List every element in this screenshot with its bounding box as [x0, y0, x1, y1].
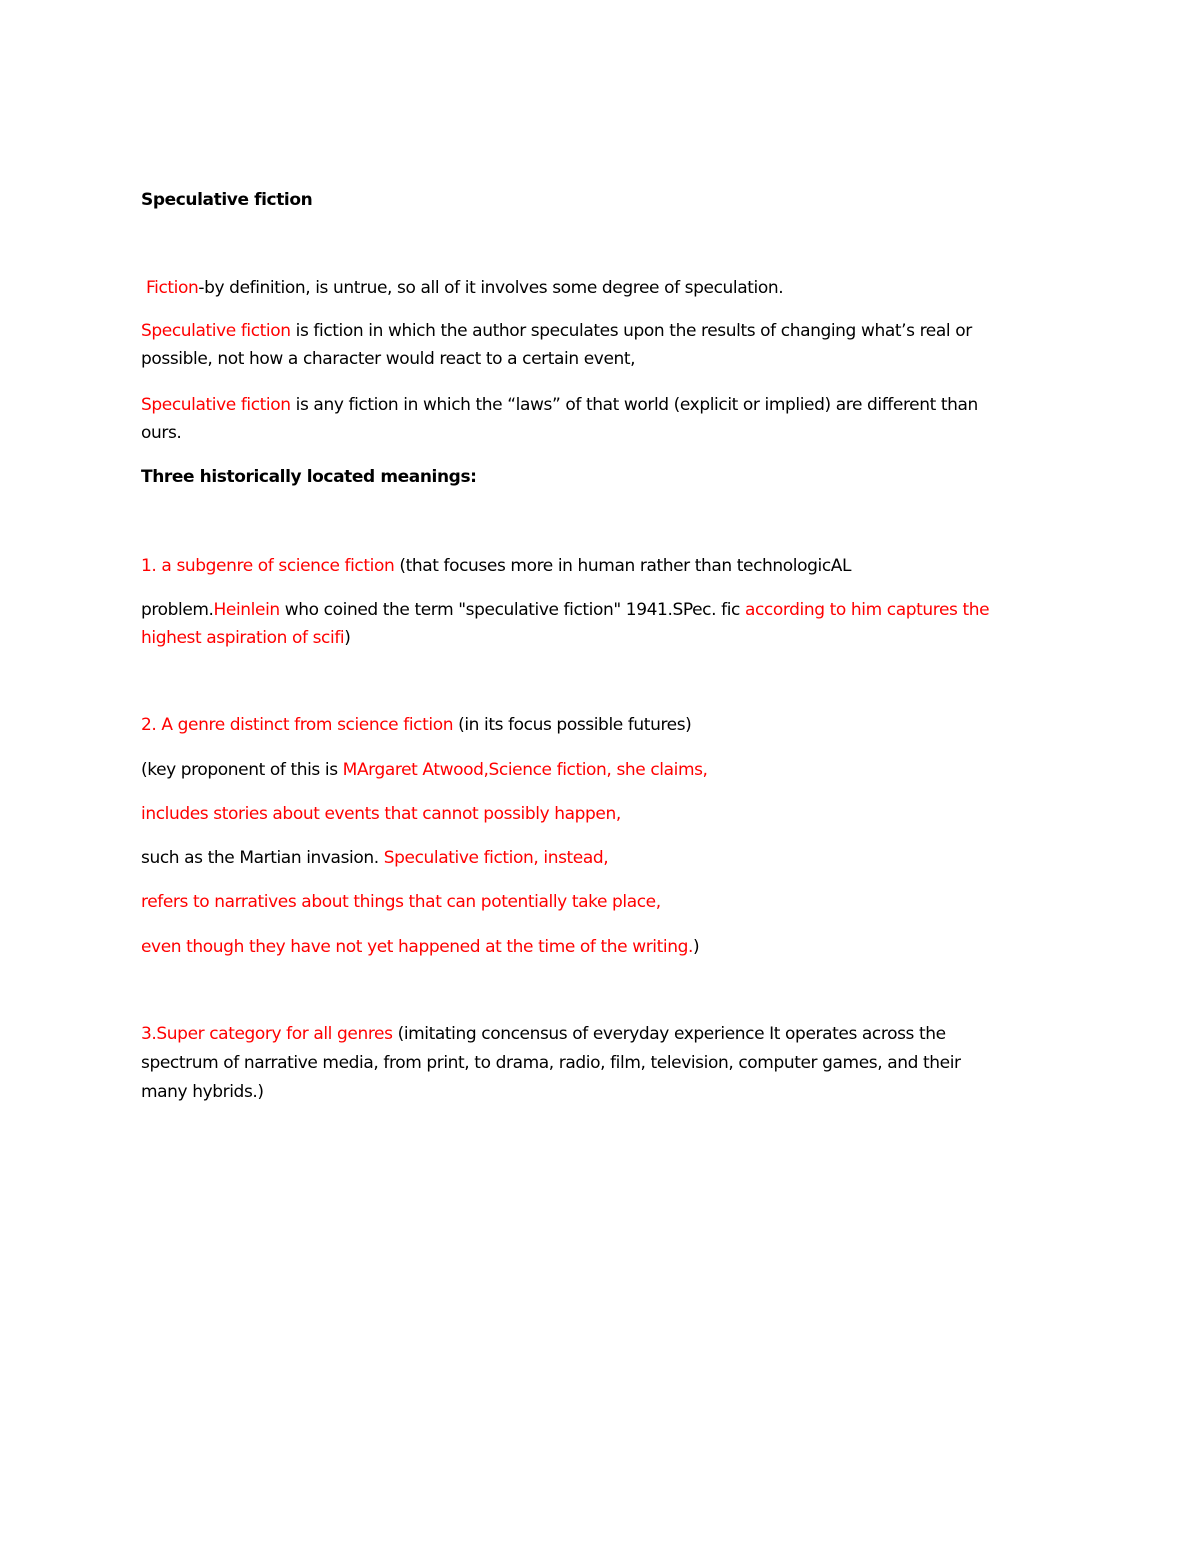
meaning-1-highlight: according to him captures the	[744, 600, 990, 620]
definition-speculative-2-text: is any fiction in which the “laws” of that world (explicit or implied) are different than	[290, 395, 978, 415]
document-title: Speculative fiction	[141, 190, 313, 210]
definition-speculative-2-cont: ours.	[141, 423, 182, 443]
meaning-2-highlight: even though they have not yet happened at the time of the writing.	[141, 937, 693, 957]
meaning-1-text: )	[344, 628, 351, 648]
meaning-3-line-3: many hybrids.)	[141, 1082, 264, 1102]
term-speculative-fiction: Speculative fiction	[141, 395, 291, 415]
meaning-2-line-3: includes stories about events that cannot possibly happen,	[141, 804, 621, 824]
definition-speculative-1-text: is fiction in which the author speculates upon the results of changing what’s real or	[290, 321, 972, 341]
term-speculative-fiction: Speculative fiction	[141, 321, 291, 341]
definition-fiction-text: -by definition, is untrue, so all of it involves some degree of speculation.	[198, 278, 784, 298]
meaning-1-label: 1. a subgenre of science fiction	[141, 556, 395, 576]
meaning-2-text: )	[692, 937, 700, 957]
meaning-2-line-4	[141, 844, 1101, 872]
meaning-1-text: (that focuses more in human rather than technologicAL	[394, 556, 852, 576]
heinlein-name: Heinlein	[213, 600, 280, 620]
meaning-1-highlight: highest aspiration of scifi	[141, 628, 345, 648]
meanings-heading: Three historically located meanings:	[141, 467, 477, 487]
definition-fiction	[146, 274, 1106, 302]
meaning-2-line-6	[141, 933, 1101, 961]
meaning-1-line-1	[141, 552, 1101, 580]
definition-speculative-1	[141, 317, 1101, 345]
meaning-3-label: 3.Super category for all genres	[141, 1024, 393, 1044]
meaning-2-line-2	[141, 756, 1101, 784]
meaning-2-highlight: MArgaret Atwood,Science fiction, she claims,	[342, 760, 708, 780]
meaning-3-line-1	[141, 1020, 1101, 1048]
definition-speculative-1-cont: possible, not how a character would react to a certain event,	[141, 349, 636, 369]
meaning-2-line-1	[141, 711, 1101, 739]
meaning-1-text: problem.	[141, 600, 214, 620]
meaning-1-text: who coined the term "speculative fiction" 1941.SPec. fic	[279, 600, 745, 620]
meaning-3-text: (imitating concensus of everyday experience It operates across the	[392, 1024, 946, 1044]
meaning-2-text: (in its focus possible futures)	[453, 715, 692, 735]
meaning-1-line-2	[141, 596, 1101, 624]
meaning-2-line-5: refers to narratives about things that can potentially take place,	[141, 892, 661, 912]
meaning-2-highlight: Speculative fiction, instead,	[383, 848, 609, 868]
term-fiction: Fiction	[146, 278, 199, 298]
definition-speculative-2	[141, 391, 1101, 419]
meaning-1-line-3	[141, 624, 1101, 652]
meaning-2-text: such as the Martian invasion.	[141, 848, 384, 868]
meaning-2-label: 2. A genre distinct from science fiction	[141, 715, 454, 735]
meaning-3-line-2: spectrum of narrative media, from print, to drama, radio, film, television, computer games, and their	[141, 1053, 961, 1073]
meaning-2-text: (key proponent of this is	[141, 760, 343, 780]
